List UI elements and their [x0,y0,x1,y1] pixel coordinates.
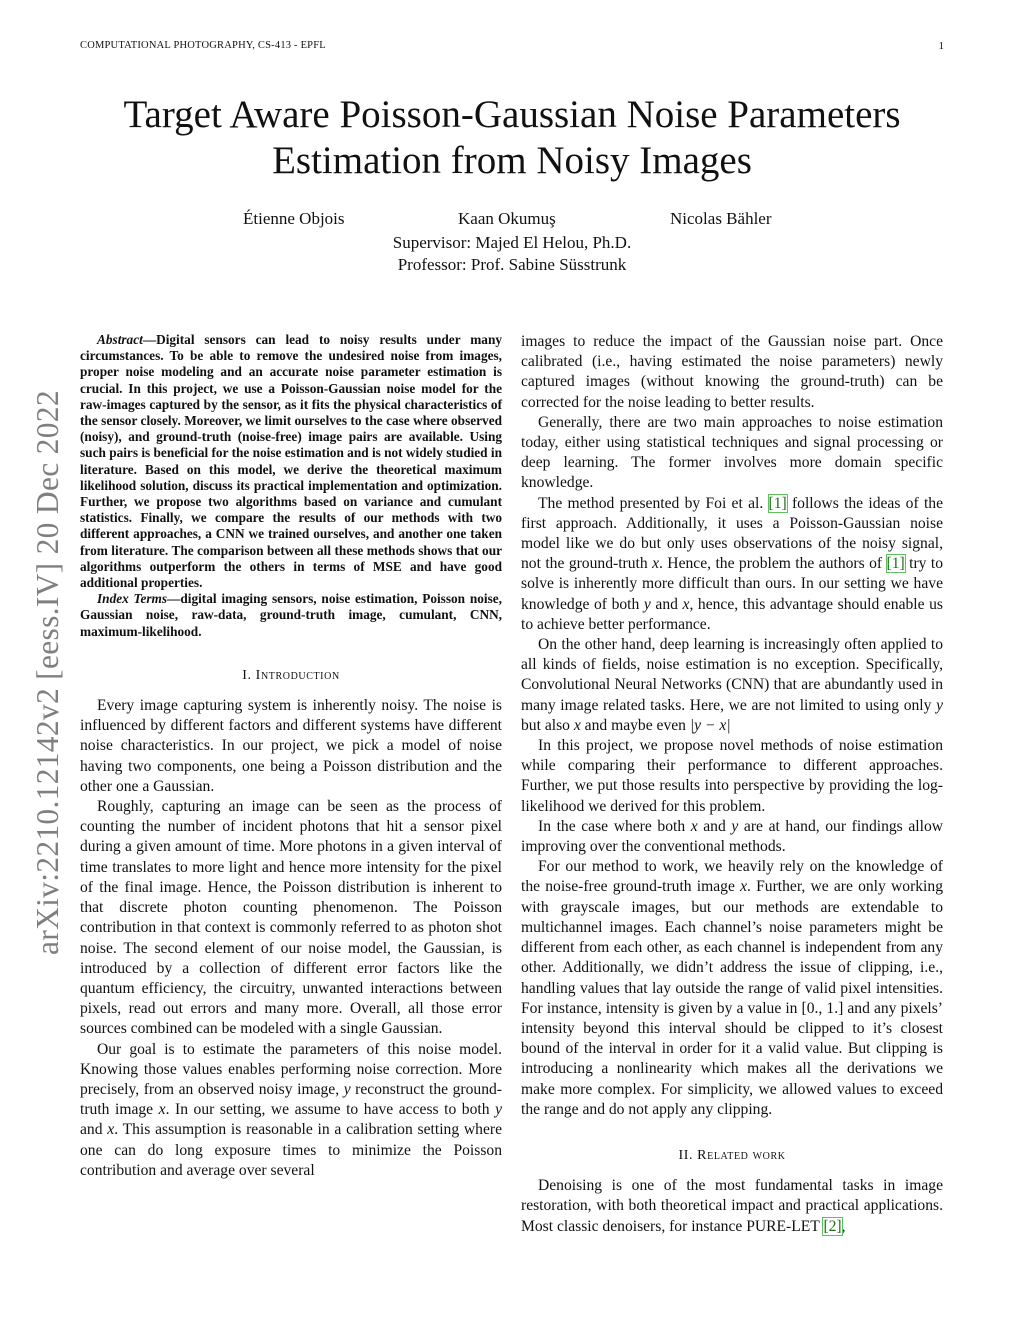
text-run: are at hand, our findings allow improving over the conventional methods. [521,817,944,856]
paragraph: In this project, we propose novel methods of noise estimation while comparing their performance to different approaches. Further, we put those results into perspective by providing the log-likelihood we derived for this problem. [521,737,943,815]
authors-row [80,209,944,231]
math-x: x [158,1101,166,1119]
citation-link[interactable]: [1] [768,494,787,512]
abstract-label: Abstract [97,332,143,347]
text-run: . This assumption is reasonable in a calibration setting where one can do long exposure times to minimize the Poisson contribution and average over several [80,1121,502,1179]
running-head: COMPUTATIONAL PHOTOGRAPHY, CS-413 - EPFL [80,40,326,51]
math-x: x [107,1121,115,1139]
text-run: In the case where both [538,817,691,835]
paragraph: Roughly, capturing an image can be seen as the process of counting the number of incident photons that hit a sensor pixel during a given amount of time. More photons in a given interval of time translates to more light and hence more intensity for the pixel of the final image. Hence, the Poisson distribution is inherent to that discrete photon counting phenomenon. The Poisson contribution in that context is commonly referred to as photon shot noise. The second element of our noise model, the Gaussian, is introduced by a collection of different error factors like the quantum efficiency, the circuitry, unwanted interactions between pixels, read out errors and many more. Overall, all those error sources combined can be modeled with a single Gaussian. [80,798,502,1038]
text-run: , [841,1217,846,1235]
math-x: x [573,716,581,734]
text-run: . Hence, the problem the authors of [658,555,887,573]
math-y: y [731,817,739,835]
paragraph [521,635,943,736]
index-terms-label: Index Terms [97,591,168,607]
text-run: . In our setting, we assume to have access to both [165,1101,496,1119]
author-name: Kaan Okumuş [458,209,556,228]
paragraph: Every image capturing system is inherently noisy. The noise is influenced by different factors and different systems have different noise characteristics. In our project, we pick a model of noise having two components, one being a Poisson distribution and the other one a Gaussian. [80,697,502,795]
paper-title [80,92,944,184]
math-x: x [682,595,690,613]
paragraph [521,857,943,1120]
text-run: Our goal is to estimate the parameters of this noise model. Knowing those values enables performing noise correction. More precisely, from an observed noisy image, [80,1040,502,1098]
math-y: y [643,595,651,613]
math-x: x [740,878,748,896]
text-run: The method presented by Foi et al. [538,494,769,512]
text-run: try to solve is inherently more difficult than ours. In our setting we have knowledge of both [521,555,943,613]
paragraph [521,494,943,635]
paragraph: images to reduce the impact of the Gaussian noise part. Once calibrated (i.e., having estimated the noise parameters) newly captured images (without knowing the ground-truth) can be corrected for the noise leading to better results. [521,333,943,411]
title-line-2: Estimation from Noisy Images [272,139,752,182]
section-heading-related-work: II. Related work [678,1147,786,1163]
citation-link[interactable]: [2] [823,1217,842,1235]
paragraph [521,1176,943,1237]
text-run: and [697,817,732,835]
supervisor-line: Supervisor: Majed El Helou, Ph.D. [392,233,632,252]
professor-line: Professor: Prof. Sabine Süsstrunk [397,255,627,274]
page-number: 1 [938,40,944,52]
index-terms [80,591,502,640]
citation-link[interactable]: [1] [886,555,905,573]
math-y: y [936,696,943,714]
right-column [521,332,943,1237]
math-y: y [495,1101,502,1119]
text-run: and [80,1121,108,1139]
text-run: follows the ideas of the first approach. Additionally, it uses a Poisson-Gaussian noise model like we do but only uses observations of the noisy signal, not the ground-truth [521,494,944,573]
paragraph [80,1040,502,1181]
left-column [80,332,502,1181]
text-run: and maybe even [580,716,690,734]
author-name: Étienne Objois [243,209,345,228]
paragraph [521,817,943,857]
index-terms-text: —digital imaging sensors, noise estimation, Poisson noise, Gaussian noise, raw-data, ground-truth image, cumulant, CNN, maximum-likelihood. [80,591,503,639]
text-run: . Further, we are only working with grayscale images, but our methods are extendable to multichannel images. Each channel’s noise parameters might be different from each other, as each channel is independent from any other. Additionally, we didn’t address the issue of clipping, i.e., handling values that lay outside the range of valid pixel intensities. For instance, intensity is given by a value in [521,878,943,1017]
text-run: For our method to work, we heavily rely on the knowledge of the noise-free ground-truth image [521,858,943,896]
author-name: Nicolas Bähler [670,209,772,228]
math-x: x [652,555,659,573]
text-run: but also [521,716,574,734]
math-x: x [690,817,698,835]
math-y: y [343,1080,351,1098]
section-heading-introduction: I. Introduction [242,667,340,683]
abstract [80,332,502,591]
text-run: and any pixels’ intensity beyond this interval should be clipped to it’s closest bound of the interval in order for it a valid value. But clipping is introducing a nonlinearity which makes all the derivations we make more complex. For simplicity, we allowed values to exceed the range and do not apply any clipping. [521,999,944,1118]
text-run: On the other hand, deep learning is increasingly often applied to all kinds of fields, noise estimation is no exception. Specifically, Convolutional Neural Networks (CNN) that are abundantly used in many image related tasks. Here, we are not limited to using only [521,636,943,714]
math-abs-y-minus-x: |y − x| [689,716,731,734]
text-run: reconstruct the ground-truth image [80,1080,502,1119]
title-line-1: Target Aware Poisson-Gaussian Noise Parameters [123,93,901,136]
math-interval: [0., 1.] [801,999,844,1017]
abstract-text: —Digital sensors can lead to noisy results under many circumstances. To be able to remove the undesired noise from images, proper noise modeling and an accurate noise parameter estimation is crucial. In this project, we use a Poisson-Gaussian noise model for the raw-images captured by the sensor, as it fits the physical characteristics of the sensor closely. Moreover, we limit ourselves to the case where observed (noisy), and ground-truth (noise-free) image pairs are available. Using such pairs is beneficial for the noise estimation and is not widely studied in literature. Based on this model, we derive the theoretical maximum likelihood solution, discuss its practical implementation and optimization. Further, we propose two algorithms based on variance and cumulant statistics. Finally, we compare the results of our methods with two different approaches, a CNN we trained ourselves, and another one taken from literature. The comparison between all these methods shows that our algorithms outperform the others in terms of MSE and have good additional properties. [80,332,502,591]
paragraph: Generally, there are two main approaches to noise estimation today, either using statistical techniques and signal processing or deep learning. The former involves more domain specific knowledge. [521,413,943,492]
text-run: and [650,595,683,613]
arxiv-stamp[interactable]: arXiv:2210.12142v2 [eess.IV] 20 Dec 2022 [30,390,65,955]
text-run: Denoising is one of the most fundamental tasks in image restoration, with both theoretical impact and practical applications. Most classic denoisers, for instance PURE-LET [521,1177,943,1235]
text-run: , hence, this advantage should enable us to achieve better performance. [521,595,943,633]
